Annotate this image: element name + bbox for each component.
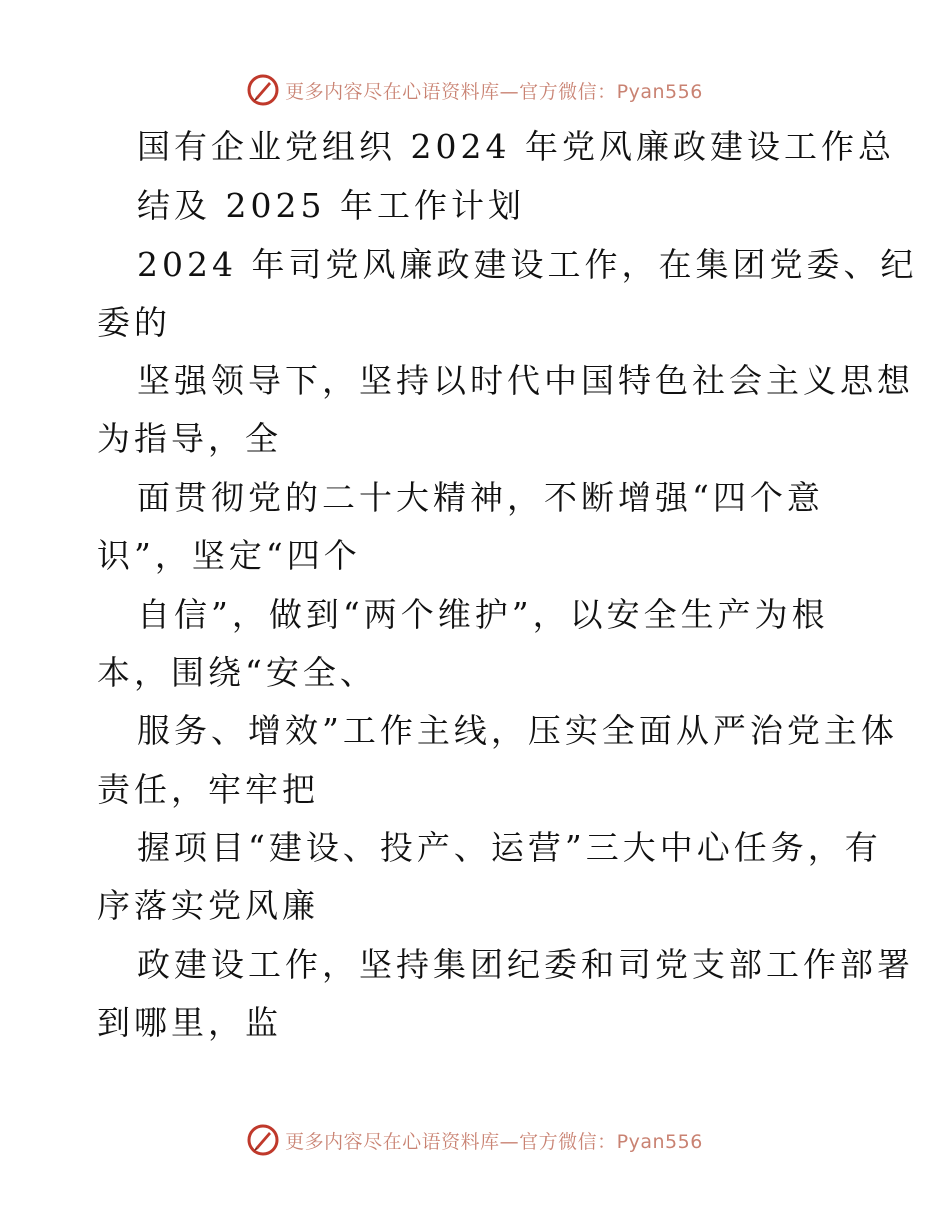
paragraph-line: 委的	[97, 303, 171, 342]
quill-pen-icon	[247, 1124, 279, 1156]
paragraph-line: 服务、增效”工作主线，压实全面从严治党主体	[137, 711, 898, 750]
watermark-text: 更多内容尽在心语资料库—官方微信：Pyan556	[285, 1130, 703, 1153]
paragraph-line: 面贯彻党的二十大精神，不断增强“四个意	[137, 478, 824, 517]
paragraph-line: 本，围绕“安全、	[97, 653, 377, 692]
paragraph-line: 识”，坚定“四个	[97, 536, 361, 575]
paragraph-line: 为指导，全	[97, 419, 282, 458]
paragraph-line: 坚强领导下，坚持以时代中国特色社会主义思想	[137, 361, 914, 400]
paragraph-line: 到哪里，监	[97, 1003, 282, 1042]
paragraph-line: 握项目“建设、投产、运营”三大中心任务，有	[137, 828, 882, 867]
document-title-line-1: 国有企业党组织 2024 年党风廉政建设工作总	[137, 127, 895, 166]
paragraph-line: 序落实党风廉	[97, 886, 319, 925]
document-title-line-2: 结及 2025 年工作计划	[137, 186, 525, 225]
footer-watermark	[0, 1120, 950, 1160]
paragraph-line: 2024 年司党风廉政建设工作，在集团党委、纪	[137, 245, 918, 284]
watermark-text: 更多内容尽在心语资料库—官方微信：Pyan556	[285, 80, 703, 103]
paragraph-line: 责任，牢牢把	[97, 770, 319, 809]
paragraph-line: 政建设工作，坚持集团纪委和司党支部工作部署	[137, 945, 914, 984]
paragraph-line: 自信”，做到“两个维护”，以安全生产为根	[137, 595, 829, 634]
